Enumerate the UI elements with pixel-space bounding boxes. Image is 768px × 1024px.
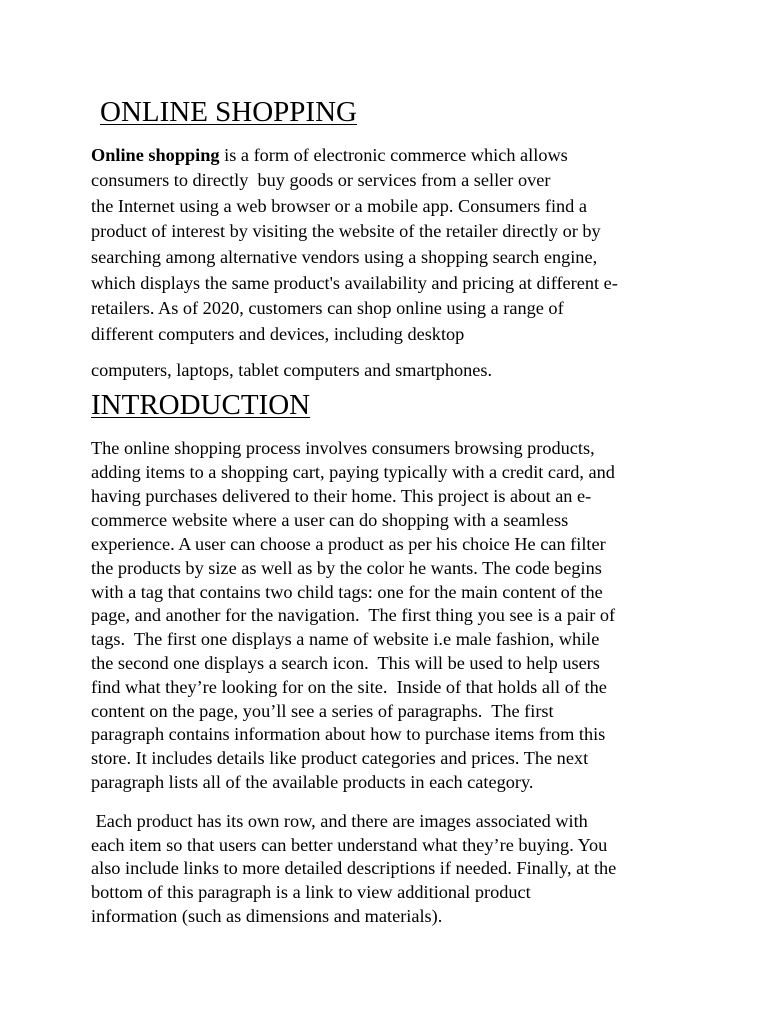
heading-online-shopping: ONLINE SHOPPING [100, 96, 357, 128]
introduction-line: the second one displays a search icon. This will be used to help users [91, 653, 600, 673]
introduction-line: store. It includes details like product categories and prices. The next [91, 748, 589, 768]
intro-line: which displays the same product's availability and pricing at different e- [91, 273, 618, 293]
introduction-line: tags. The first one displays a name of website i.e male fashion, while [91, 629, 600, 649]
heading-introduction: INTRODUCTION [91, 389, 311, 421]
introduction-line: also include links to more detailed descriptions if needed. Finally, at the [91, 858, 617, 878]
intro-line: retailers. As of 2020, customers can shop online using a range of [91, 298, 564, 318]
introduction-line: page, and another for the navigation. The first thing you see is a pair of [91, 605, 616, 625]
introduction-line: bottom of this paragraph is a link to view additional product [91, 882, 531, 902]
intro-line: the Internet using a web browser or a mobile app. Consumers find a [91, 196, 588, 216]
intro-line-1-rest: is a form of electronic commerce which allows [219, 145, 568, 165]
introduction-line: find what they’re looking for on the site. Inside of that holds all of the [91, 677, 607, 697]
intro-line: computers, laptops, tablet computers and smartphones. [91, 360, 493, 380]
intro-line-1 [91, 143, 568, 167]
introduction-line: paragraph lists all of the available products in each category. [91, 772, 534, 792]
introduction-line: each item so that users can better understand what they’re buying. You [91, 835, 608, 855]
intro-line: searching among alternative vendors using a shopping search engine, [91, 247, 598, 267]
introduction-line: paragraph contains information about how to purchase items from this [91, 724, 606, 744]
introduction-line: adding items to a shopping cart, paying typically with a credit card, and [91, 462, 615, 482]
intro-line: different computers and devices, including desktop [91, 324, 465, 344]
introduction-line: Each product has its own row, and there are images associated with [91, 811, 588, 831]
intro-line: product of interest by visiting the website of the retailer directly or by [91, 221, 601, 241]
introduction-line: the products by size as well as by the color he wants. The code begins [91, 558, 602, 578]
introduction-line: content on the page, you’ll see a series of paragraphs. The first [91, 701, 554, 721]
introduction-line: experience. A user can choose a product as per his choice He can filter [91, 534, 606, 554]
introduction-line: The online shopping process involves consumers browsing products, [91, 438, 595, 458]
introduction-line: with a tag that contains two child tags: one for the main content of the [91, 582, 603, 602]
introduction-line: having purchases delivered to their home. This project is about an e- [91, 486, 592, 506]
introduction-line: commerce website where a user can do shopping with a seamless [91, 510, 569, 530]
bold-term: Online shopping [91, 145, 220, 165]
intro-line: consumers to directly buy goods or services from a seller over [91, 170, 551, 190]
introduction-line: information (such as dimensions and materials). [91, 906, 443, 926]
